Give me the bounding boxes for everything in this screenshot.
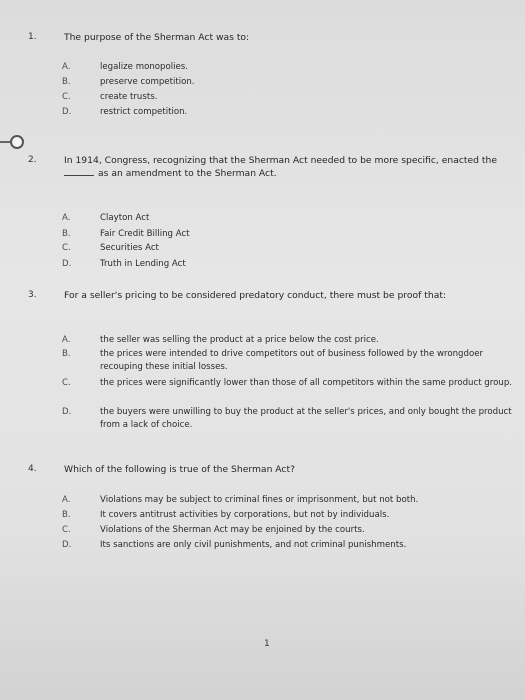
option-letter: A. [62,62,71,72]
option-text: Fair Credit Billing Act [100,229,190,239]
question-4-option-d[interactable] [0,539,525,552]
question-1-option-d[interactable] [0,106,525,119]
option-text: Securities Act [100,243,159,253]
option-letter: A. [62,495,71,505]
option-text: It covers antitrust activities by corporations, but not by individuals. [100,510,390,520]
option-text: Truth in Lending Act [100,259,186,269]
question-4-option-c[interactable] [0,524,525,537]
question-3-option-c[interactable] [0,377,525,403]
option-letter: B. [62,349,71,359]
question-4-option-b[interactable] [0,509,525,522]
question-3-number: 3. [28,290,37,300]
option-letter: B. [62,77,71,87]
option-letter: D. [62,407,72,417]
question-2-text-line-2 [64,168,510,180]
option-letter: D. [62,107,72,117]
question-2-text [64,155,510,180]
option-text: the prices were intended to drive competitors out of business followed by the wrongdoer recouping these initial losses. [100,349,484,372]
option-text: the prices were significantly lower than those of all competitors within the same product group. [100,378,513,388]
question-4-number: 4. [28,464,37,474]
question-2-option-a[interactable] [0,212,525,225]
question-2-option-c[interactable] [0,242,525,255]
option-letter: B. [62,510,71,520]
option-text: create trusts. [100,92,158,102]
question-2-text-after: as an amendment to the Sherman Act. [98,168,277,179]
option-letter: A. [62,335,71,345]
option-letter: C. [62,92,71,102]
option-letter: C. [62,525,71,535]
option-letter: C. [62,378,71,388]
question-3-option-d[interactable] [0,406,525,432]
binder-hole-icon [10,135,24,149]
question-3-text: For a seller's pricing to be considered predatory conduct, there must be proof that: [64,290,447,301]
question-3-option-a[interactable] [0,334,525,347]
option-text: preserve competition. [100,77,195,87]
option-letter: A. [62,213,71,223]
option-text: Violations of the Sherman Act may be enjoined by the courts. [100,525,365,535]
question-2-text-line-1: In 1914, Congress, recognizing that the Sherman Act needed to be more specific, enacted the [64,155,498,166]
option-letter: D. [62,259,72,269]
option-text: Its sanctions are only civil punishments, and not criminal punishments. [100,540,407,550]
option-text: the seller was selling the product at a price below the cost price. [100,335,379,345]
page-number: 1 [264,639,270,649]
option-text: Violations may be subject to criminal fines or imprisonment, but not both. [100,495,419,505]
question-4-option-a[interactable] [0,494,525,507]
question-2-option-d[interactable] [0,258,525,271]
question-1-option-b[interactable] [0,76,525,89]
question-2-option-b[interactable] [0,228,525,241]
question-1-text: The purpose of the Sherman Act was to: [64,32,250,43]
question-1-option-c[interactable] [0,91,525,104]
question-2-number: 2. [28,155,37,165]
option-letter: B. [62,229,71,239]
option-text: the buyers were unwilling to buy the product at the seller's prices, and only bought the product from a lack of choice. [100,407,512,430]
option-letter: C. [62,243,71,253]
option-letter: D. [62,540,72,550]
question-4-text: Which of the following is true of the Sherman Act? [64,464,295,475]
option-text: restrict competition. [100,107,188,117]
answer-blank[interactable] [64,175,94,176]
option-text: legalize monopolies. [100,62,189,72]
question-3-option-b[interactable] [0,348,525,374]
question-1-number: 1. [28,32,37,42]
question-1-option-a[interactable] [0,61,525,74]
option-text: Clayton Act [100,213,150,223]
